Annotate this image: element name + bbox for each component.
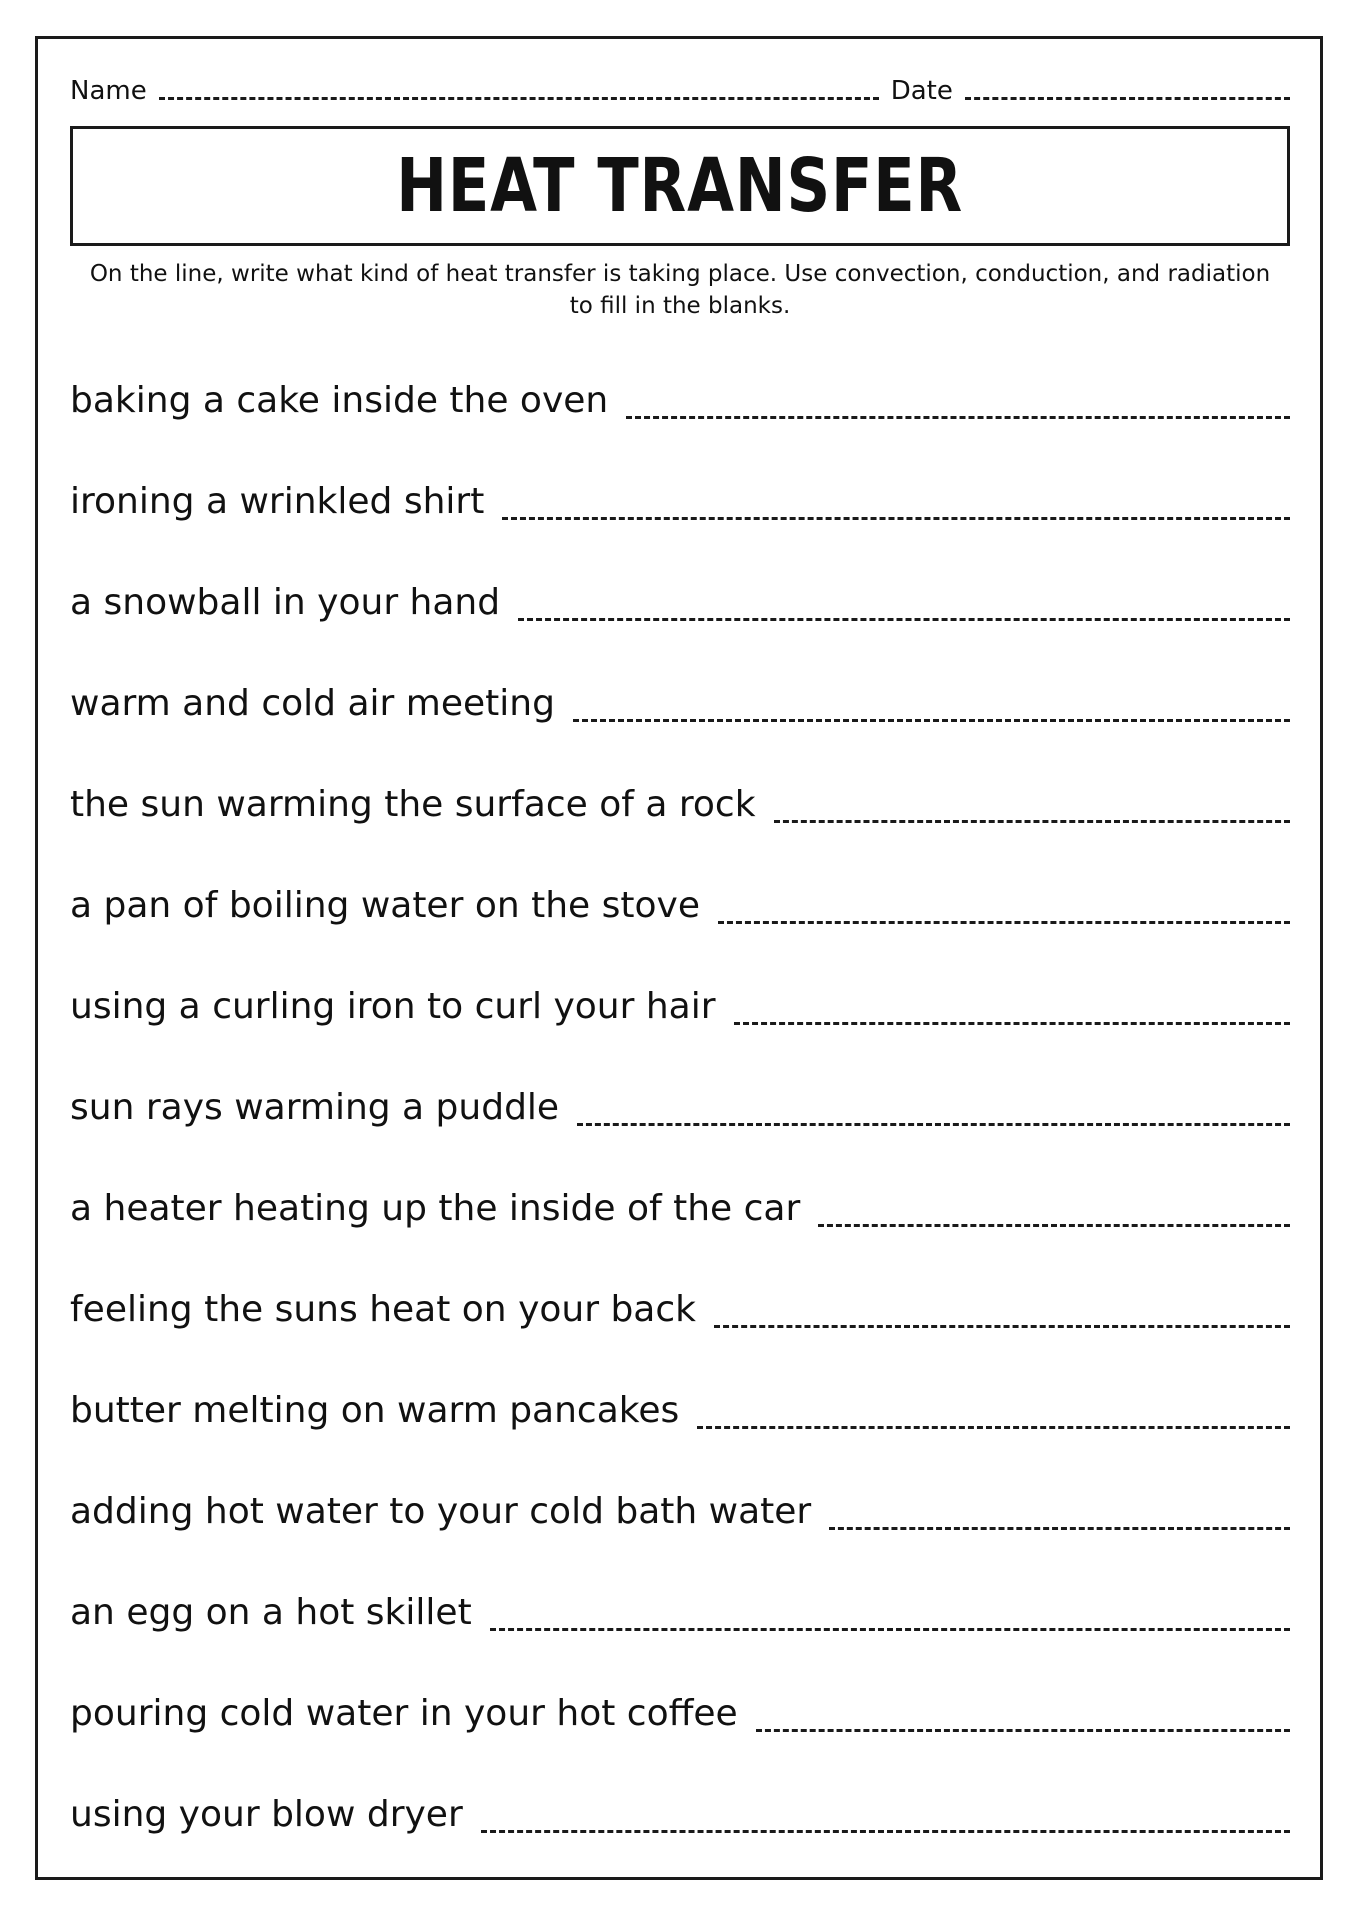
question-text: the sun warming the surface of a rock — [70, 784, 756, 825]
answer-blank[interactable] — [718, 921, 1290, 924]
answer-blank[interactable] — [714, 1325, 1290, 1328]
answer-blank[interactable] — [626, 416, 1290, 419]
question-text: a snowball in your hand — [70, 582, 501, 623]
question-row — [70, 1487, 1290, 1588]
page-title: HEAT TRANSFER — [396, 143, 964, 229]
question-row — [70, 376, 1290, 477]
title-box — [70, 126, 1290, 246]
question-text: feeling the suns heat on your back — [70, 1289, 697, 1330]
answer-blank[interactable] — [481, 1830, 1290, 1833]
question-row — [70, 1285, 1290, 1386]
question-row — [70, 1689, 1290, 1790]
question-text: warm and cold air meeting — [70, 683, 555, 724]
question-text: adding hot water to your cold bath water — [70, 1491, 812, 1532]
question-text: baking a cake inside the oven — [70, 380, 609, 421]
question-row — [70, 679, 1290, 780]
answer-blank[interactable] — [818, 1224, 1290, 1227]
answer-blank[interactable] — [577, 1123, 1290, 1126]
question-text: a heater heating up the inside of the car — [70, 1188, 801, 1229]
name-field[interactable] — [159, 97, 879, 100]
answer-blank[interactable] — [573, 719, 1290, 722]
answer-blank[interactable] — [697, 1426, 1290, 1429]
question-row — [70, 477, 1290, 578]
question-row — [70, 578, 1290, 679]
question-text: a pan of boiling water on the stove — [70, 885, 700, 926]
question-row — [70, 1386, 1290, 1487]
header-row — [70, 66, 1290, 106]
question-row — [70, 780, 1290, 881]
question-row — [70, 1588, 1290, 1689]
answer-blank[interactable] — [490, 1628, 1290, 1631]
instructions: On the line, write what kind of heat transfer is taking place. Use convection, conduction, and radiation to fill in the blanks. — [89, 261, 1271, 319]
answer-blank[interactable] — [518, 618, 1290, 621]
question-text: an egg on a hot skillet — [70, 1592, 472, 1633]
question-list — [70, 376, 1290, 1891]
question-text: butter melting on warm pancakes — [70, 1390, 680, 1431]
question-text: using your blow dryer — [70, 1794, 463, 1835]
date-label: Date — [890, 76, 953, 106]
answer-blank[interactable] — [734, 1022, 1290, 1025]
question-row — [70, 881, 1290, 982]
question-row — [70, 1790, 1290, 1891]
date-field[interactable] — [965, 97, 1290, 100]
question-text: using a curling iron to curl your hair — [70, 986, 716, 1027]
answer-blank[interactable] — [502, 517, 1290, 520]
question-row — [70, 1184, 1290, 1285]
question-row — [70, 982, 1290, 1083]
answer-blank[interactable] — [774, 820, 1290, 823]
name-label: Name — [70, 76, 147, 106]
question-text: ironing a wrinkled shirt — [70, 481, 485, 522]
answer-blank[interactable] — [829, 1527, 1290, 1530]
answer-blank[interactable] — [756, 1729, 1290, 1732]
question-text: pouring cold water in your hot coffee — [70, 1693, 738, 1734]
question-row — [70, 1083, 1290, 1184]
question-text: sun rays warming a puddle — [70, 1087, 560, 1128]
